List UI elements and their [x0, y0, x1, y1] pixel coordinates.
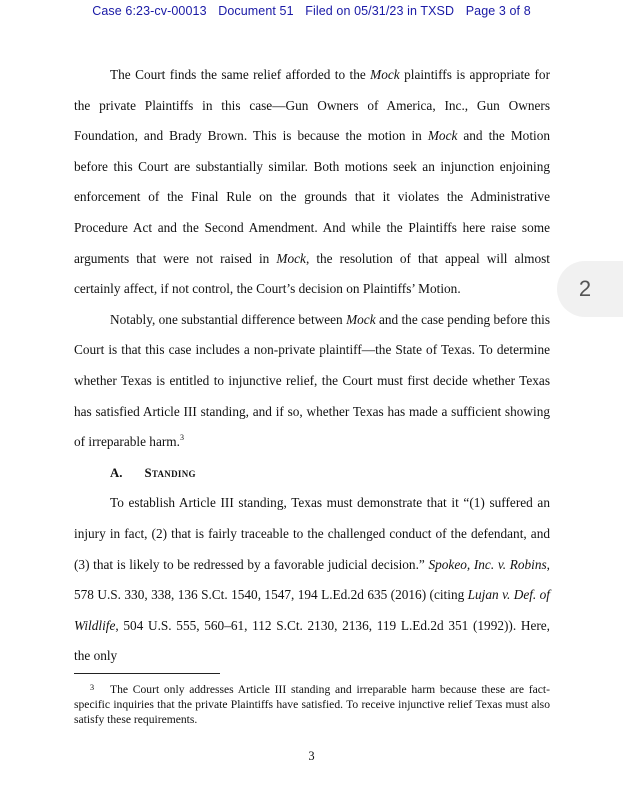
text-run: To establish Article III standing, Texas must demonstrate that it “(1) suffered an injury in fact, (2) that is fairly traceable to the challenged conduct of the defendant, and (3) that is likely to be redressed by a favorable judicial decision.”: [74, 495, 550, 572]
page-badge[interactable]: 2: [557, 261, 623, 317]
case-name: Mock: [346, 311, 376, 327]
page-number: 3: [308, 749, 315, 763]
case-name: Mock: [370, 67, 400, 82]
case-number: Case 6:23-cv-00013: [92, 4, 207, 18]
case-citation: Spokeo, Inc. v. Robins: [428, 556, 547, 572]
footnote: [74, 680, 550, 727]
text-run: , the resolution of that appeal will almost certainly affect, if not control, the Court’s decision on Plaintiffs’ Motion.: [74, 250, 551, 297]
section-letter: A.: [110, 465, 123, 480]
text-run: Notably, one substantial difference between: [110, 311, 347, 327]
case-citation: Lujan v. Def. of Wildlife: [74, 587, 550, 633]
text-run: plaintiffs is appropriate for the private Plaintiffs in this case—Gun Owners of America, Inc., Gun Owners Foundation, and Brady Brown. This is because the motion in: [74, 67, 550, 144]
filing-header: [0, 4, 623, 18]
case-name: Mock: [276, 250, 306, 266]
footnote-number: 3: [89, 682, 95, 692]
page-indicator: Page 3 of 8: [465, 4, 531, 18]
footnote-text: The Court only addresses Article III standing and irreparable harm because these are fact-specific inquiries that the private Plaintiffs have satisfied. To receive injunctive relief Texas must also satisfy these requirements.: [74, 683, 550, 726]
case-name: Mock: [427, 128, 458, 144]
document-body: [74, 60, 550, 672]
filed-date: Filed on 05/31/23 in TXSD: [305, 4, 455, 18]
paragraph-3: [74, 488, 550, 672]
footnote-reference[interactable]: 3: [179, 433, 184, 443]
text-run: and the case pending before this Court is that this case includes a non-private plaintiff—the State of Texas. To determine whether Texas is entitled to injunctive relief, the Court must first decide whether Texas has satisfied Article III standing, and if so, whether Texas has made a sufficient showing of irreparable harm.: [74, 311, 551, 450]
text-run: The Court finds the same relief afforded to the: [110, 67, 371, 82]
text-run: and the Motion before this Court are substantially similar. Both motions seek an injunction enjoining enforcement of the Final Rule on the grounds that it violates the Administrative Procedure Act and the Second Amendment. And while the Plaintiffs here raise some arguments that were not raised in: [74, 128, 551, 266]
text-run: , 578 U.S. 330, 338, 136 S.Ct. 1540, 1547, 194 L.Ed.2d 635 (2016) (citing: [74, 556, 550, 603]
text-run: , 504 U.S. 555, 560–61, 112 S.Ct. 2130, 2136, 119 L.Ed.2d 351 (1992)). Here, the only: [74, 617, 550, 664]
paragraph-2: [74, 305, 550, 458]
section-heading: [74, 458, 550, 489]
paragraph-1: [74, 60, 550, 305]
document-number: Document 51: [218, 4, 294, 18]
section-title: Standing: [144, 465, 196, 480]
footnote-divider: [74, 673, 220, 674]
